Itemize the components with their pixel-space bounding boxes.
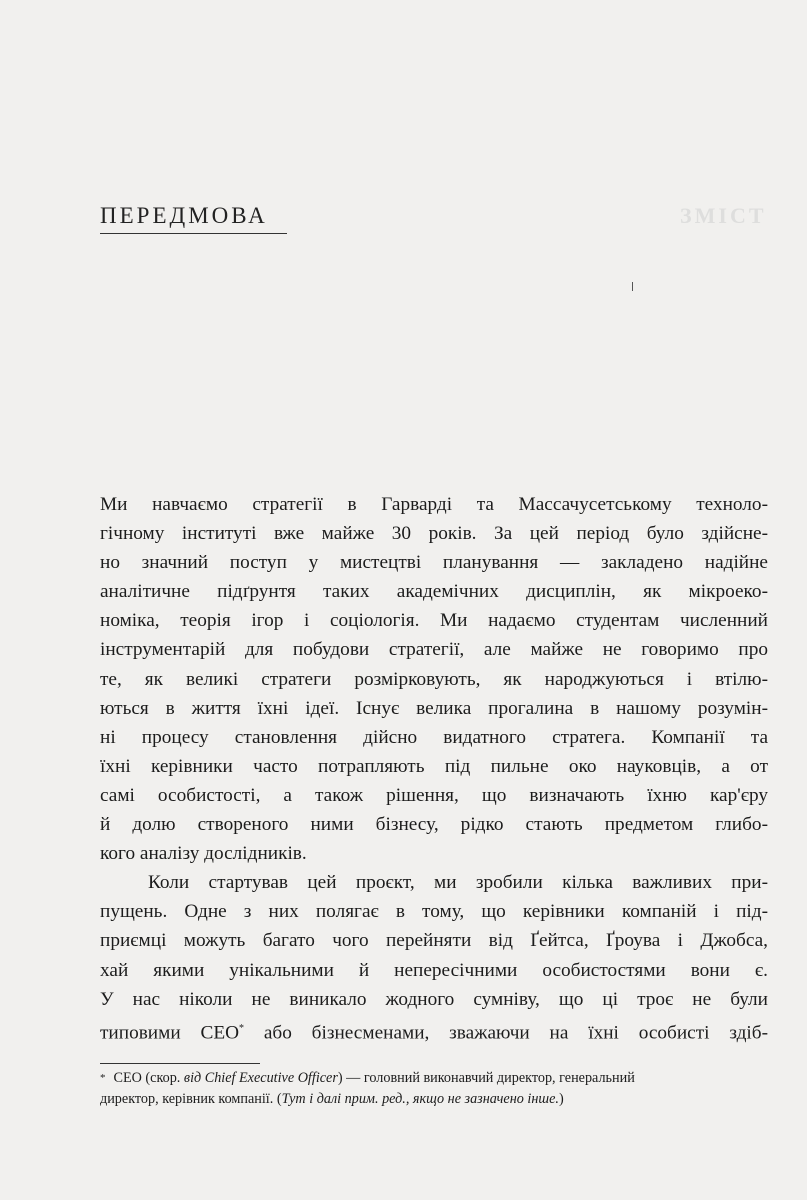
text-line-with-footnote [100,1014,768,1048]
text-line: ні процесу становлення дійсно видатного стратега. Компанії та [100,726,768,748]
body-text [100,490,768,1047]
text-line: гічному інституті вже майже 30 років. За цей період було здійсне- [100,523,768,545]
footnote-separator [100,1063,260,1064]
text-line: Ми навчаємо стратегії в Гарварді та Массачусетському техноло- [100,494,768,515]
footnote-italic: Тут і далі прим. ред., якщо не зазначено інше. [281,1091,559,1107]
text-line: самі особистості, а також рішення, що визначають їхню кар'єру [100,784,768,806]
text-line: кого аналізу дослідників. [100,843,307,865]
heading-underline [100,233,287,234]
text-line: У нас ніколи не виникало жодного сумніву, що ці троє не були [100,988,768,1010]
text-line: інструментарій для побудови стратегії, але майже не говоримо про [100,639,768,661]
footnote-anchor-text: типовими СЕО [100,1022,240,1044]
footnote-text: СЕО (скор. [113,1070,184,1086]
page-mark [632,282,633,291]
text-line: Коли стартував цей проєкт, ми зробили кілька важливих при- [148,872,768,894]
text-line: аналітичне підґрунтя таких академічних дисциплін, як мікроеко- [100,581,768,603]
footnote-text: ) [558,1091,564,1107]
text-line: но значний поступ у мистецтві планування — закладено надійне [100,552,768,574]
text-line: ються в життя їхні ідеї. Існує велика прогалина в нашому розумін- [100,697,768,719]
footnote-line [100,1068,768,1089]
text-line: те, як великі стратеги розмірковують, як народжуються і втілю- [100,668,768,690]
footnote-marker: * [100,1072,106,1084]
footnote-ref: * [239,1022,245,1034]
text-line: їхні керівники часто потрапляють під пильне око науковців, а от [100,755,768,777]
text-line: й долю створеного ними бізнесу, рідко стають предметом глибо- [100,814,768,836]
text-line: пущень. Одне з них полягає в тому, що керівники компаній і під- [100,901,768,923]
footnote-text: директор, керівник компанії. ( [100,1091,282,1107]
text-line-rest: або бізнесменами, зважаючи на їхні особисті здіб- [263,1022,768,1044]
chapter-heading: ПЕРЕДМОВА [100,203,268,228]
show-through-text: ЗМІСТ [680,203,767,228]
footnote-italic: від Chief Executive Officer [183,1070,338,1086]
footnote-text: ) — головний виконавчий директор, генеральний [337,1070,635,1086]
text-line: хай якими унікальними й непересічними особистостями вони є. [100,959,768,981]
text-line: номіка, теорія ігор і соціологія. Ми надаємо студентам численний [100,610,768,632]
footnote-line [100,1089,768,1110]
footnote [100,1068,768,1110]
text-line: приємці можуть багато чого перейняти від Ґейтса, Ґроува і Джобса, [100,930,768,952]
